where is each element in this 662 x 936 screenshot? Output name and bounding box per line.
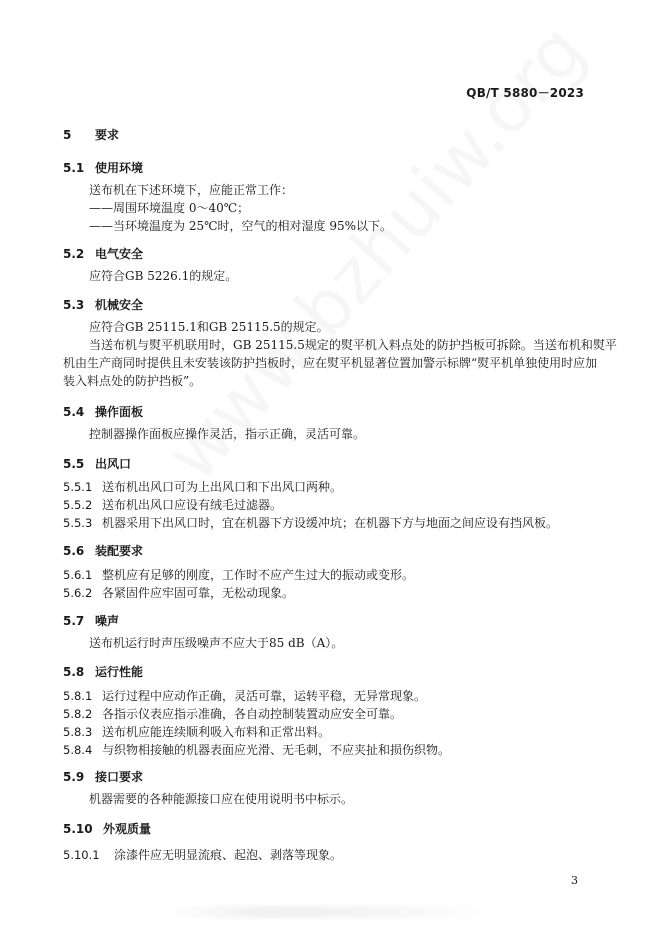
section-heading-5	[63, 126, 119, 143]
paragraph: 机器需要的各种能源接口应在使用说明书中标示。	[89, 792, 354, 806]
subclause-number: 5.8.2	[63, 707, 93, 721]
paragraph: 应符合GB 25115.1和GB 25115.5的规定。	[89, 320, 329, 334]
subclause-5-6-1	[63, 566, 414, 583]
section-number: 5.3	[63, 298, 85, 312]
section-title: 外观质量	[103, 822, 152, 836]
subclause-text: 各指示仪表应指示准确，各自动控制装置动应安全可靠。	[102, 707, 403, 721]
section-number: 5.4	[63, 405, 85, 419]
section-title: 噪声	[95, 614, 120, 628]
section-title: 装配要求	[95, 544, 144, 558]
subclause-text: 送布机应能连续顺利吸入布料和正常出料。	[102, 725, 331, 739]
section-number: 5.8	[63, 665, 85, 679]
paragraph-line: 装入料点处的防护挡板”。	[63, 374, 202, 388]
subclause-number: 5.5.1	[63, 480, 93, 494]
footer-scan-artifact	[160, 906, 490, 918]
section-heading-5-4	[63, 403, 143, 420]
subclause-text: 送布机出风口应设有绒毛过滤器。	[102, 498, 283, 512]
subclause-text: 机器采用下出风口时，宜在机器下方设缓冲坑；在机器下方与地面之间应设有挡风板。	[102, 516, 559, 530]
subclause-5-5-2	[63, 496, 282, 513]
section-heading-5-9	[63, 768, 143, 785]
subclause-number: 5.5.3	[63, 516, 93, 530]
paragraph-line: 机由生产商同时提供且未安装该防护挡板时，应在熨平机显著位置加警示标牌“熨平机单独使用时应加	[63, 356, 598, 370]
section-number: 5	[63, 128, 72, 142]
section-heading-5-7	[63, 612, 119, 629]
section-number: 5.5	[63, 457, 85, 471]
watermark	[150, 8, 601, 496]
subclause-5-5-1	[63, 478, 342, 495]
paragraph: 控制器操作面板应操作灵活，指示正确，灵活可靠。	[89, 427, 366, 441]
paragraph: 送布机在下述环境下，应能正常工作：	[89, 183, 294, 197]
section-title: 运行性能	[95, 665, 144, 679]
subclause-number: 5.8.3	[63, 725, 93, 739]
section-heading-5-1	[63, 159, 143, 176]
subclause-text: 送布机出风口可为上出风口和下出风口两种。	[102, 480, 343, 494]
section-title: 接口要求	[95, 770, 144, 784]
subclause-number: 5.8.1	[63, 689, 93, 703]
section-title: 操作面板	[95, 405, 144, 419]
subclause-number: 5.8.4	[63, 743, 93, 757]
section-title: 要求	[95, 128, 120, 142]
subclause-text: 运行过程中应动作正确，灵活可靠，运转平稳，无异常现象。	[102, 689, 427, 703]
subclause-number: 5.10.1	[63, 848, 100, 862]
section-title: 使用环境	[95, 161, 144, 175]
section-heading-5-10	[63, 820, 151, 837]
page-number: 3	[571, 874, 578, 887]
section-heading-5-2	[63, 245, 143, 262]
subclause-5-8-1	[63, 687, 426, 704]
standard-code: QB/T 5880－2023	[466, 86, 584, 100]
subclause-text: 整机应有足够的刚度，工作时不应产生过大的振动或变形。	[102, 568, 415, 582]
section-heading-5-6	[63, 542, 143, 559]
paragraph: 应符合GB 5226.1的规定。	[89, 269, 238, 283]
list-item: ——当环境温度为 25℃时，空气的相对湿度 95%以下。	[89, 219, 392, 233]
subclause-text: 涂漆件应无明显流痕、起泡、剥落等现象。	[114, 848, 343, 862]
list-item: ——周围环境温度 0～40℃；	[89, 201, 250, 215]
paragraph-line: 当送布机与熨平机联用时，GB 25115.5规定的熨平机入料点处的防护挡板可拆除。当送布机和熨平	[89, 338, 617, 352]
section-number: 5.7	[63, 614, 85, 628]
subclause-5-8-4	[63, 741, 450, 758]
section-number: 5.2	[63, 247, 85, 261]
subclause-5-8-3	[63, 723, 330, 740]
section-number: 5.1	[63, 161, 85, 175]
section-number: 5.9	[63, 770, 85, 784]
subclause-5-8-2	[63, 705, 402, 722]
section-title: 机械安全	[95, 298, 144, 312]
subclause-number: 5.6.2	[63, 586, 93, 600]
subclause-number: 5.6.1	[63, 568, 93, 582]
subclause-text: 各紧固件应牢固可靠，无松动现象。	[102, 586, 295, 600]
subclause-5-6-2	[63, 584, 294, 601]
section-title: 电气安全	[95, 247, 144, 261]
section-number: 5.10	[63, 822, 93, 836]
subclause-5-5-3	[63, 514, 558, 531]
subclause-5-10-1	[63, 846, 342, 863]
section-number: 5.6	[63, 544, 85, 558]
section-heading-5-3	[63, 296, 143, 313]
subclause-text: 与织物相接触的机器表面应光滑、无毛刺，不应夹扯和损伤织物。	[102, 743, 451, 757]
section-heading-5-5	[63, 455, 131, 472]
section-title: 出风口	[95, 457, 132, 471]
paragraph: 送布机运行时声压级噪声不应大于85 dB（A）。	[89, 636, 344, 650]
subclause-number: 5.5.2	[63, 498, 93, 512]
section-heading-5-8	[63, 663, 143, 680]
